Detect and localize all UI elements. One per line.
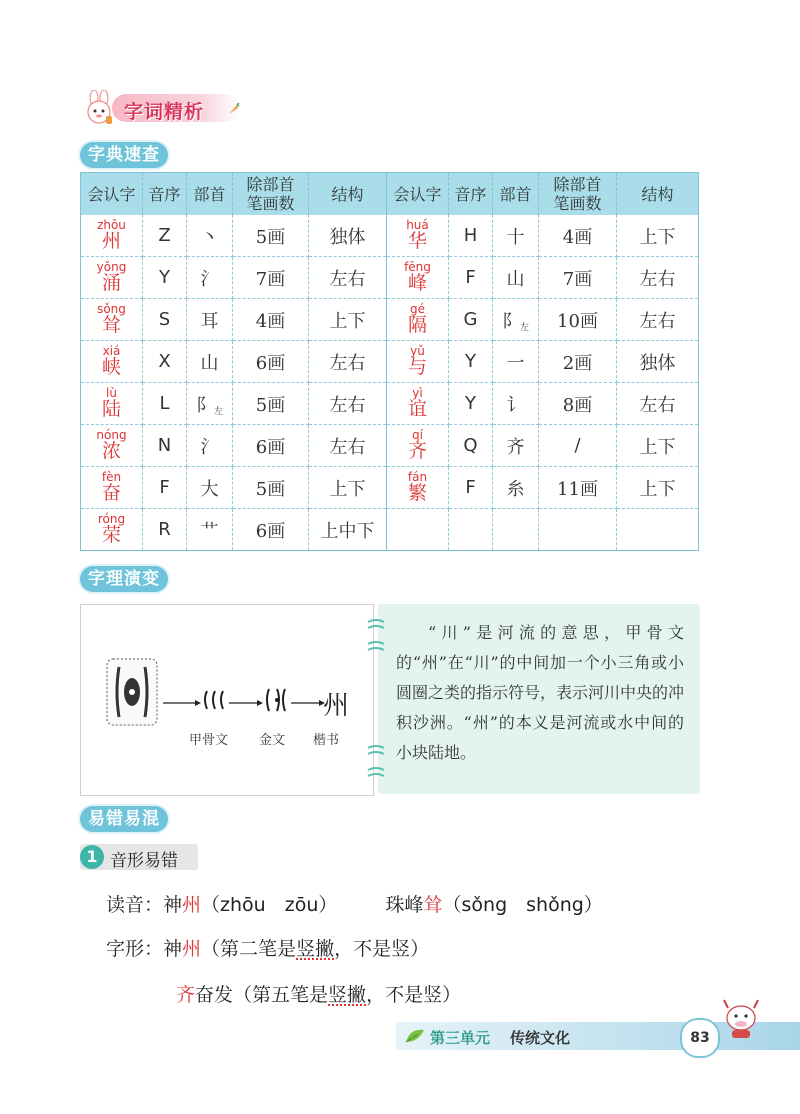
char-cell bbox=[81, 425, 143, 467]
strokes-cell: / bbox=[539, 425, 617, 467]
structure-cell: 上下 bbox=[617, 215, 699, 257]
structure-cell: 上下 bbox=[617, 467, 699, 509]
table-row bbox=[81, 509, 699, 551]
evolution-diagram bbox=[80, 604, 374, 796]
reading-line bbox=[106, 890, 603, 917]
dictionary-heading: 字典速查 bbox=[80, 142, 168, 168]
strokes-cell: 4画 bbox=[233, 299, 309, 341]
shape-note1c: ，不是竖） bbox=[334, 938, 430, 960]
radical-cell: 一 bbox=[493, 341, 539, 383]
radical-cell: 阝$_左$ bbox=[187, 383, 233, 425]
radical-cell: 讠 bbox=[493, 383, 539, 425]
pinyin: yǔ bbox=[410, 344, 425, 358]
character: 州 bbox=[101, 230, 121, 252]
initial-cell: Y bbox=[449, 383, 493, 425]
section-title: 字词精析 bbox=[124, 101, 205, 123]
header-structure: 结构 bbox=[309, 173, 387, 216]
oracle-bone-rubbing-icon bbox=[103, 657, 161, 727]
radical-cell: 山 bbox=[493, 257, 539, 299]
reading-options2: （sǒng shǒng） bbox=[442, 894, 603, 916]
binder-coil-icon bbox=[366, 744, 386, 758]
strokes-cell: 5画 bbox=[233, 467, 309, 509]
pinyin: fēng bbox=[404, 260, 431, 274]
header-char: 会认字 bbox=[387, 173, 449, 216]
char-cell bbox=[81, 383, 143, 425]
empty-cell bbox=[539, 509, 617, 551]
strokes-cell: 6画 bbox=[233, 509, 309, 551]
shape-note2c: ，不是竖） bbox=[366, 984, 462, 1006]
structure-cell: 左右 bbox=[309, 383, 387, 425]
structure-cell: 左右 bbox=[309, 341, 387, 383]
strokes-cell: 8画 bbox=[539, 383, 617, 425]
strokes-cell: 5画 bbox=[233, 215, 309, 257]
caption-bronze: 金文 bbox=[259, 733, 286, 748]
radical-cell: 糸 bbox=[493, 467, 539, 509]
character: 隔 bbox=[407, 314, 427, 336]
radical-cell: 耳 bbox=[187, 299, 233, 341]
strokes-cell: 6画 bbox=[233, 425, 309, 467]
dictionary-table bbox=[80, 172, 699, 551]
shape-note1-emph: 竖撇 bbox=[296, 938, 335, 960]
char-cell bbox=[81, 341, 143, 383]
char-cell bbox=[81, 257, 143, 299]
structure-cell: 独体 bbox=[617, 341, 699, 383]
shape-word1: 神 bbox=[163, 938, 183, 960]
char-cell bbox=[387, 425, 449, 467]
shape-note2-emph: 竖撇 bbox=[328, 984, 367, 1006]
pinyin: sǒng bbox=[97, 302, 126, 316]
header-initial: 音序 bbox=[143, 173, 187, 216]
section-banner bbox=[80, 88, 240, 128]
kaishu-glyph: 州 bbox=[323, 691, 350, 721]
shape-word2-red: 齐 bbox=[176, 984, 196, 1006]
shape-note1a: （第二笔是 bbox=[201, 938, 297, 960]
pinyin: huá bbox=[406, 218, 429, 232]
character: 荣 bbox=[101, 524, 121, 546]
strokes-cell: 5画 bbox=[233, 383, 309, 425]
header-char: 会认字 bbox=[81, 173, 143, 216]
strokes-cell: 4画 bbox=[539, 215, 617, 257]
initial-cell: Y bbox=[143, 257, 187, 299]
character: 谊 bbox=[407, 398, 427, 420]
evolution-text: “川”是河流的意思，甲骨文的“州”在“川”的中间加一个小三角或小圆圈之类的指示符号，表示河川中央的冲积沙洲。“州”的本义是河流或水中间的小块陆地。 bbox=[396, 623, 685, 762]
character: 峰 bbox=[407, 272, 427, 294]
structure-cell: 左右 bbox=[617, 257, 699, 299]
initial-cell: H bbox=[449, 215, 493, 257]
radical-cell: 氵 bbox=[187, 257, 233, 299]
table-row bbox=[81, 341, 699, 383]
radical-cell: 山 bbox=[187, 341, 233, 383]
structure-cell: 左右 bbox=[309, 257, 387, 299]
header-strokes: 除部首 笔画数 bbox=[539, 173, 617, 216]
pinyin: fán bbox=[407, 470, 428, 484]
table-row bbox=[81, 425, 699, 467]
char-cell bbox=[81, 299, 143, 341]
char-cell bbox=[81, 215, 143, 257]
cow-mascot-icon bbox=[716, 994, 766, 1040]
strokes-cell: 7画 bbox=[539, 257, 617, 299]
reading-word1: 神 bbox=[163, 894, 183, 916]
table-row bbox=[81, 257, 699, 299]
radical-cell: 丶 bbox=[187, 215, 233, 257]
table-row bbox=[81, 383, 699, 425]
page-number: 83 bbox=[680, 1018, 720, 1058]
initial-cell: S bbox=[143, 299, 187, 341]
strokes-cell: 6画 bbox=[233, 341, 309, 383]
radical-cell: 大 bbox=[187, 467, 233, 509]
binder-coil-icon bbox=[366, 766, 386, 780]
header-radical: 部首 bbox=[493, 173, 539, 216]
initial-cell: F bbox=[449, 467, 493, 509]
radical-cell: 阝$_左$ bbox=[493, 299, 539, 341]
reading-word2: 珠峰 bbox=[385, 894, 424, 916]
shape-word2: 奋发 bbox=[195, 984, 234, 1006]
character: 峡 bbox=[101, 356, 121, 378]
initial-cell: X bbox=[143, 341, 187, 383]
initial-cell: F bbox=[449, 257, 493, 299]
evolution-explanation bbox=[378, 604, 700, 794]
initial-cell: Y bbox=[449, 341, 493, 383]
header-radical: 部首 bbox=[187, 173, 233, 216]
character: 耸 bbox=[101, 314, 121, 336]
empty-cell bbox=[493, 509, 539, 551]
empty-cell bbox=[617, 509, 699, 551]
character: 繁 bbox=[407, 482, 427, 504]
character: 涌 bbox=[101, 272, 121, 294]
pinyin: xiá bbox=[102, 344, 121, 358]
radical-cell: 艹 bbox=[187, 509, 233, 551]
radical-cell: 齐 bbox=[493, 425, 539, 467]
carrot-icon bbox=[226, 102, 240, 116]
char-cell bbox=[81, 467, 143, 509]
radical-cell: 氵 bbox=[187, 425, 233, 467]
caption-oracle: 甲骨文 bbox=[189, 733, 229, 748]
pinyin: lù bbox=[106, 386, 117, 400]
initial-cell: F bbox=[143, 467, 187, 509]
reading-word1-red: 州 bbox=[182, 894, 202, 916]
table-header-row bbox=[81, 173, 699, 216]
binder-coil-icon bbox=[366, 618, 386, 632]
footer-unit-name: 传统文化 bbox=[510, 1029, 571, 1047]
character: 与 bbox=[407, 356, 427, 378]
character: 奋 bbox=[101, 482, 121, 504]
shape-line-2 bbox=[176, 980, 461, 1007]
structure-cell: 上下 bbox=[617, 425, 699, 467]
structure-cell: 左右 bbox=[617, 299, 699, 341]
empty-cell bbox=[449, 509, 493, 551]
initial-cell: L bbox=[143, 383, 187, 425]
errors-heading: 易错易混 bbox=[80, 806, 168, 832]
structure-cell: 左右 bbox=[617, 383, 699, 425]
radical-cell: 十 bbox=[493, 215, 539, 257]
shape-label: 字形： bbox=[106, 938, 164, 960]
footer-unit: 第三单元 bbox=[430, 1029, 491, 1047]
structure-cell: 上下 bbox=[309, 467, 387, 509]
char-cell bbox=[387, 383, 449, 425]
char-cell bbox=[81, 509, 143, 551]
structure-cell: 独体 bbox=[309, 215, 387, 257]
initial-cell: G bbox=[449, 299, 493, 341]
table-row bbox=[81, 467, 699, 509]
pinyin: gé bbox=[409, 302, 425, 316]
leaf-icon bbox=[404, 1026, 426, 1046]
char-cell bbox=[387, 257, 449, 299]
empty-cell bbox=[387, 509, 449, 551]
initial-cell: N bbox=[143, 425, 187, 467]
char-cell bbox=[387, 341, 449, 383]
char-cell bbox=[387, 467, 449, 509]
reading-word2-red: 耸 bbox=[423, 894, 443, 916]
pinyin: zhōu bbox=[97, 218, 126, 232]
shape-word1-red: 州 bbox=[182, 938, 202, 960]
strokes-cell: 11画 bbox=[539, 467, 617, 509]
pinyin: fèn bbox=[101, 470, 122, 484]
section-title-tag bbox=[112, 94, 240, 122]
evolution-heading: 字理演变 bbox=[80, 566, 168, 592]
header-initial: 音序 bbox=[449, 173, 493, 216]
structure-cell: 上中下 bbox=[309, 509, 387, 551]
shape-line-1 bbox=[106, 934, 429, 961]
header-structure: 结构 bbox=[617, 173, 699, 216]
sub-heading-number: 1 bbox=[80, 845, 104, 869]
pinyin: yǒng bbox=[96, 260, 127, 274]
table-row bbox=[81, 215, 699, 257]
header-strokes: 除部首 笔画数 bbox=[233, 173, 309, 216]
caption-regular: 楷书 bbox=[313, 733, 340, 748]
reading-label: 读音： bbox=[106, 894, 164, 916]
char-cell bbox=[387, 215, 449, 257]
pinyin: róng bbox=[97, 512, 126, 526]
strokes-cell: 7画 bbox=[233, 257, 309, 299]
structure-cell: 左右 bbox=[309, 425, 387, 467]
character: 浓 bbox=[101, 440, 121, 462]
binder-coil-icon bbox=[366, 640, 386, 654]
char-cell bbox=[387, 299, 449, 341]
character: 陆 bbox=[101, 398, 121, 420]
table-row bbox=[81, 299, 699, 341]
pinyin: qí bbox=[412, 428, 423, 442]
character: 齐 bbox=[407, 440, 427, 462]
initial-cell: Z bbox=[143, 215, 187, 257]
reading-options1: （zhōu zōu） bbox=[201, 894, 338, 916]
pinyin: yì bbox=[412, 386, 423, 400]
sub-heading-tag bbox=[80, 844, 198, 870]
initial-cell: Q bbox=[449, 425, 493, 467]
character: 华 bbox=[407, 230, 427, 252]
strokes-cell: 2画 bbox=[539, 341, 617, 383]
structure-cell: 上下 bbox=[309, 299, 387, 341]
strokes-cell: 10画 bbox=[539, 299, 617, 341]
shape-note2a: （第五笔是 bbox=[233, 984, 329, 1006]
pinyin: nóng bbox=[96, 428, 127, 442]
initial-cell: R bbox=[143, 509, 187, 551]
sub-heading-label: 音形易错 bbox=[110, 851, 178, 871]
